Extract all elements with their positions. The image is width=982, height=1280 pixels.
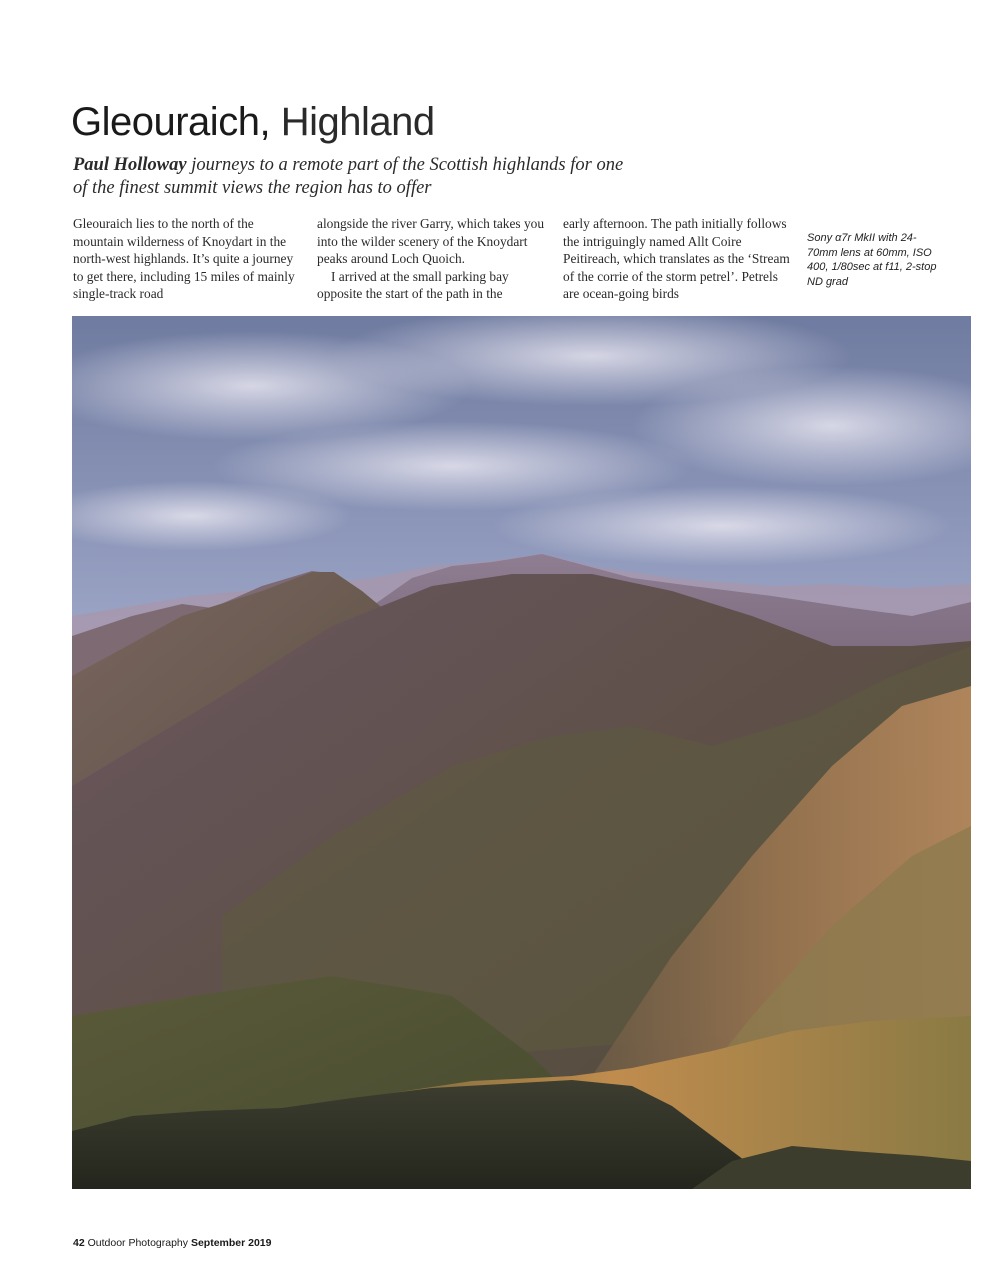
title-region: Highland <box>280 100 435 144</box>
body-column-2 <box>317 215 547 303</box>
standfirst-author: Paul Holloway <box>73 155 187 175</box>
paragraph: alongside the river Garry, which takes you into the wilder scenery of the Knoydart peaks around Loch Quoich. <box>317 216 545 266</box>
page-number: 42 <box>73 1237 85 1249</box>
page-footer <box>73 1236 271 1250</box>
magazine-name: Outdoor Photography <box>87 1237 189 1249</box>
issue-date: September 2019 <box>190 1237 272 1249</box>
paragraph: Gleouraich lies to the north of the mountain wilderness of Knoydart in the north-west highlands. It’s quite a journey to get there, including 15 miles of mainly single-track road <box>73 216 295 301</box>
photo-caption: Sony α7r MkII with 24-70mm lens at 60mm, ISO 400, 1/80sec at f11, 2-stop ND grad <box>807 232 937 288</box>
mountain-landscape-photo <box>72 316 971 1189</box>
body-column-1 <box>73 215 303 303</box>
landscape-illustration <box>72 316 971 1189</box>
title-place: Gleouraich, <box>71 100 271 144</box>
paragraph: early afternoon. The path initially follows the intriguingly named Allt Coire Peitireach, which translates as the ‘Stream of the corrie of the storm petrel’. Petrels are ocean-going birds <box>563 216 790 301</box>
article-title <box>71 98 435 146</box>
standfirst <box>73 154 633 200</box>
body-column-3 <box>563 215 793 303</box>
paragraph: I arrived at the small parking bay opposite the start of the path in the <box>317 268 509 301</box>
standfirst-text: journeys to a remote part of the Scottish highlands for one of the finest summit views the region has to offer <box>73 155 624 198</box>
